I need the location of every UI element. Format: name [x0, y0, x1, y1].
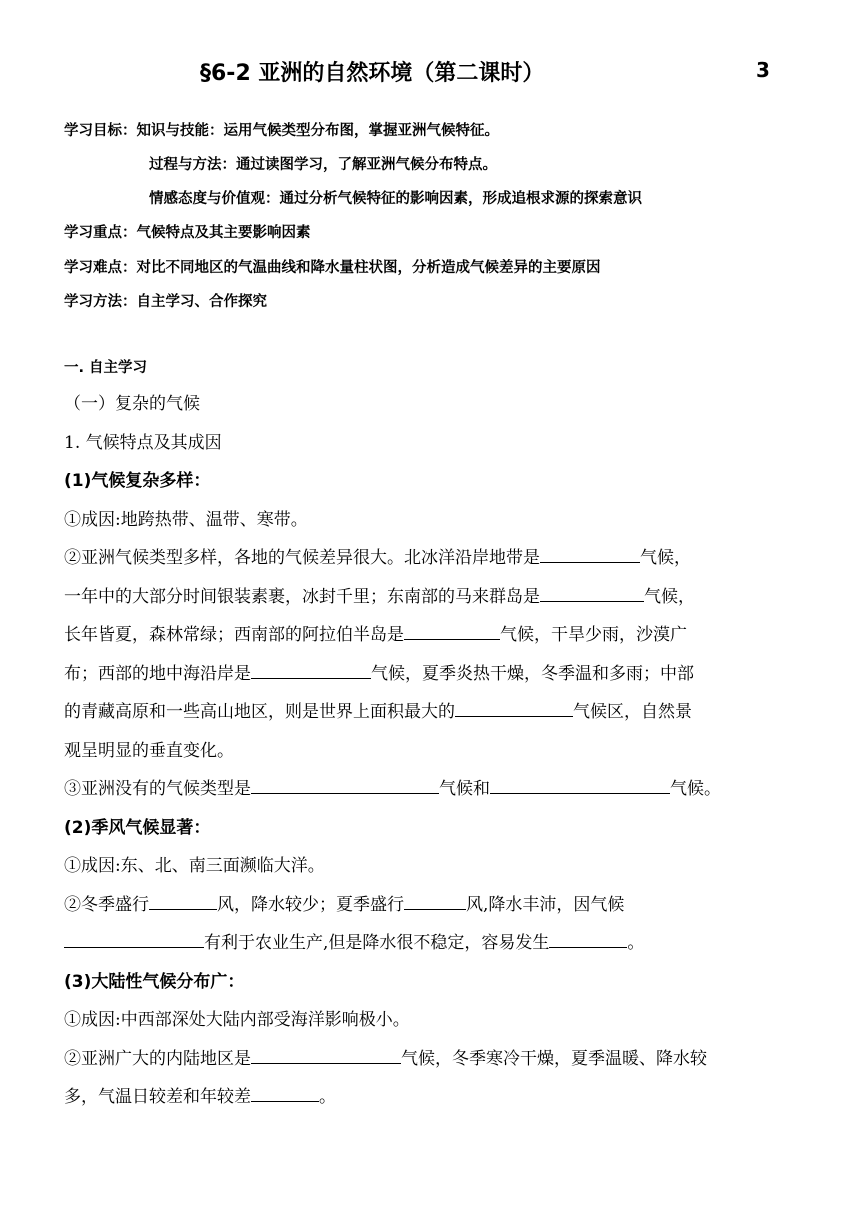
- text: 的青藏高原和一些高山地区，则是世界上面积最大的: [64, 702, 455, 722]
- para-line: [64, 1044, 707, 1069]
- para-line: [64, 928, 644, 953]
- fill-blank[interactable]: [490, 776, 670, 794]
- text: 气候，: [640, 548, 691, 568]
- fill-blank[interactable]: [64, 930, 204, 948]
- text: 气候，夏季炎热干燥，冬季温和多雨；中部: [371, 664, 694, 684]
- learning-goal-2: 过程与方法：通过读图学习，了解亚洲气候分布特点。: [149, 157, 497, 173]
- fill-blank[interactable]: [549, 930, 627, 948]
- fill-blank[interactable]: [251, 1084, 319, 1102]
- page-number: 3: [756, 58, 770, 82]
- cause-3: ①成因:中西部深处大陆内部受海洋影响极小。: [64, 1010, 410, 1030]
- para-line: [64, 543, 691, 568]
- text: 一年中的大部分时间银装素裹，冰封千里；东南部的马来群岛是: [64, 587, 540, 607]
- point-heading-3: (3)大陆性气候分布广：: [64, 972, 245, 992]
- difficulty: 学习难点：对比不同地区的气温曲线和降水量柱状图，分析造成气候差异的主要原因: [64, 260, 601, 276]
- fill-blank[interactable]: [149, 892, 217, 910]
- fill-blank[interactable]: [404, 892, 466, 910]
- learning-method: 学习方法：自主学习、合作探究: [64, 294, 267, 310]
- fill-blank[interactable]: [540, 545, 640, 563]
- fill-blank[interactable]: [404, 622, 500, 640]
- text: 风,降水丰沛，因气候: [466, 895, 625, 915]
- text: 气候，冬季寒冷干燥，夏季温暖、降水较: [401, 1049, 707, 1069]
- para-line: [64, 582, 695, 607]
- text: 气候，干旱少雨，沙漠广: [500, 625, 687, 645]
- fill-blank[interactable]: [251, 661, 371, 679]
- para-line: [64, 620, 687, 645]
- subsection-heading: （一）复杂的气候: [64, 394, 200, 414]
- text: ②亚洲广大的内陆地区是: [64, 1049, 251, 1069]
- text: 风，降水较少；夏季盛行: [217, 895, 404, 915]
- item-heading: 1. 气候特点及其成因: [64, 433, 222, 453]
- point-heading-2: (2)季风气候显著：: [64, 818, 211, 838]
- text: 气候区，自然景: [573, 702, 692, 722]
- text: 多，气温日较差和年较差: [64, 1087, 251, 1107]
- goal-label: 学习目标：: [64, 123, 137, 139]
- text: 长年皆夏，森林常绿；西南部的阿拉伯半岛是: [64, 625, 404, 645]
- text: 气候。: [670, 779, 721, 799]
- text: 气候，: [644, 587, 695, 607]
- para-line: [64, 697, 692, 722]
- para-line: [64, 1082, 336, 1107]
- cause-1: ①成因:地跨热带、温带、寒带。: [64, 510, 308, 530]
- fill-blank[interactable]: [455, 699, 573, 717]
- section-heading-1: [64, 356, 147, 377]
- learning-goal-3: 情感态度与价值观：通过分析气候特征的影响因素，形成追根求源的探索意识: [149, 191, 642, 207]
- fill-blank[interactable]: [251, 1046, 401, 1064]
- cause-2: ①成因:东、北、南三面濒临大洋。: [64, 856, 325, 876]
- text: ②亚洲气候类型多样，各地的气候差异很大。北冰洋沿岸地带是: [64, 548, 540, 568]
- page-title: §6-2 亚洲的自然环境（第二课时）: [200, 61, 545, 86]
- section-heading-text: 一. 自主学习: [64, 360, 148, 376]
- text: 有利于农业生产,但是降水很不稳定，容易发生: [204, 933, 550, 953]
- text: 布；西部的地中海沿岸是: [64, 664, 251, 684]
- para-line: [64, 659, 694, 684]
- fill-blank[interactable]: [251, 776, 439, 794]
- para-line: 观呈明显的垂直变化。: [64, 741, 234, 761]
- goal-text-1: 知识与技能：运用气候类型分布图，掌握亚洲气候特征。: [136, 123, 499, 139]
- para-line: [64, 890, 624, 915]
- text: 。: [627, 933, 645, 953]
- text: 。: [319, 1087, 336, 1107]
- point-heading-1: (1)气候复杂多样：: [64, 471, 211, 491]
- key-point: 学习重点：气候特点及其主要影响因素: [64, 225, 311, 241]
- text: ②冬季盛行: [64, 895, 149, 915]
- text: ③亚洲没有的气候类型是: [64, 779, 251, 799]
- learning-goal-1: [64, 119, 499, 140]
- text: 气候和: [439, 779, 490, 799]
- para-line: [64, 774, 721, 799]
- fill-blank[interactable]: [540, 584, 644, 602]
